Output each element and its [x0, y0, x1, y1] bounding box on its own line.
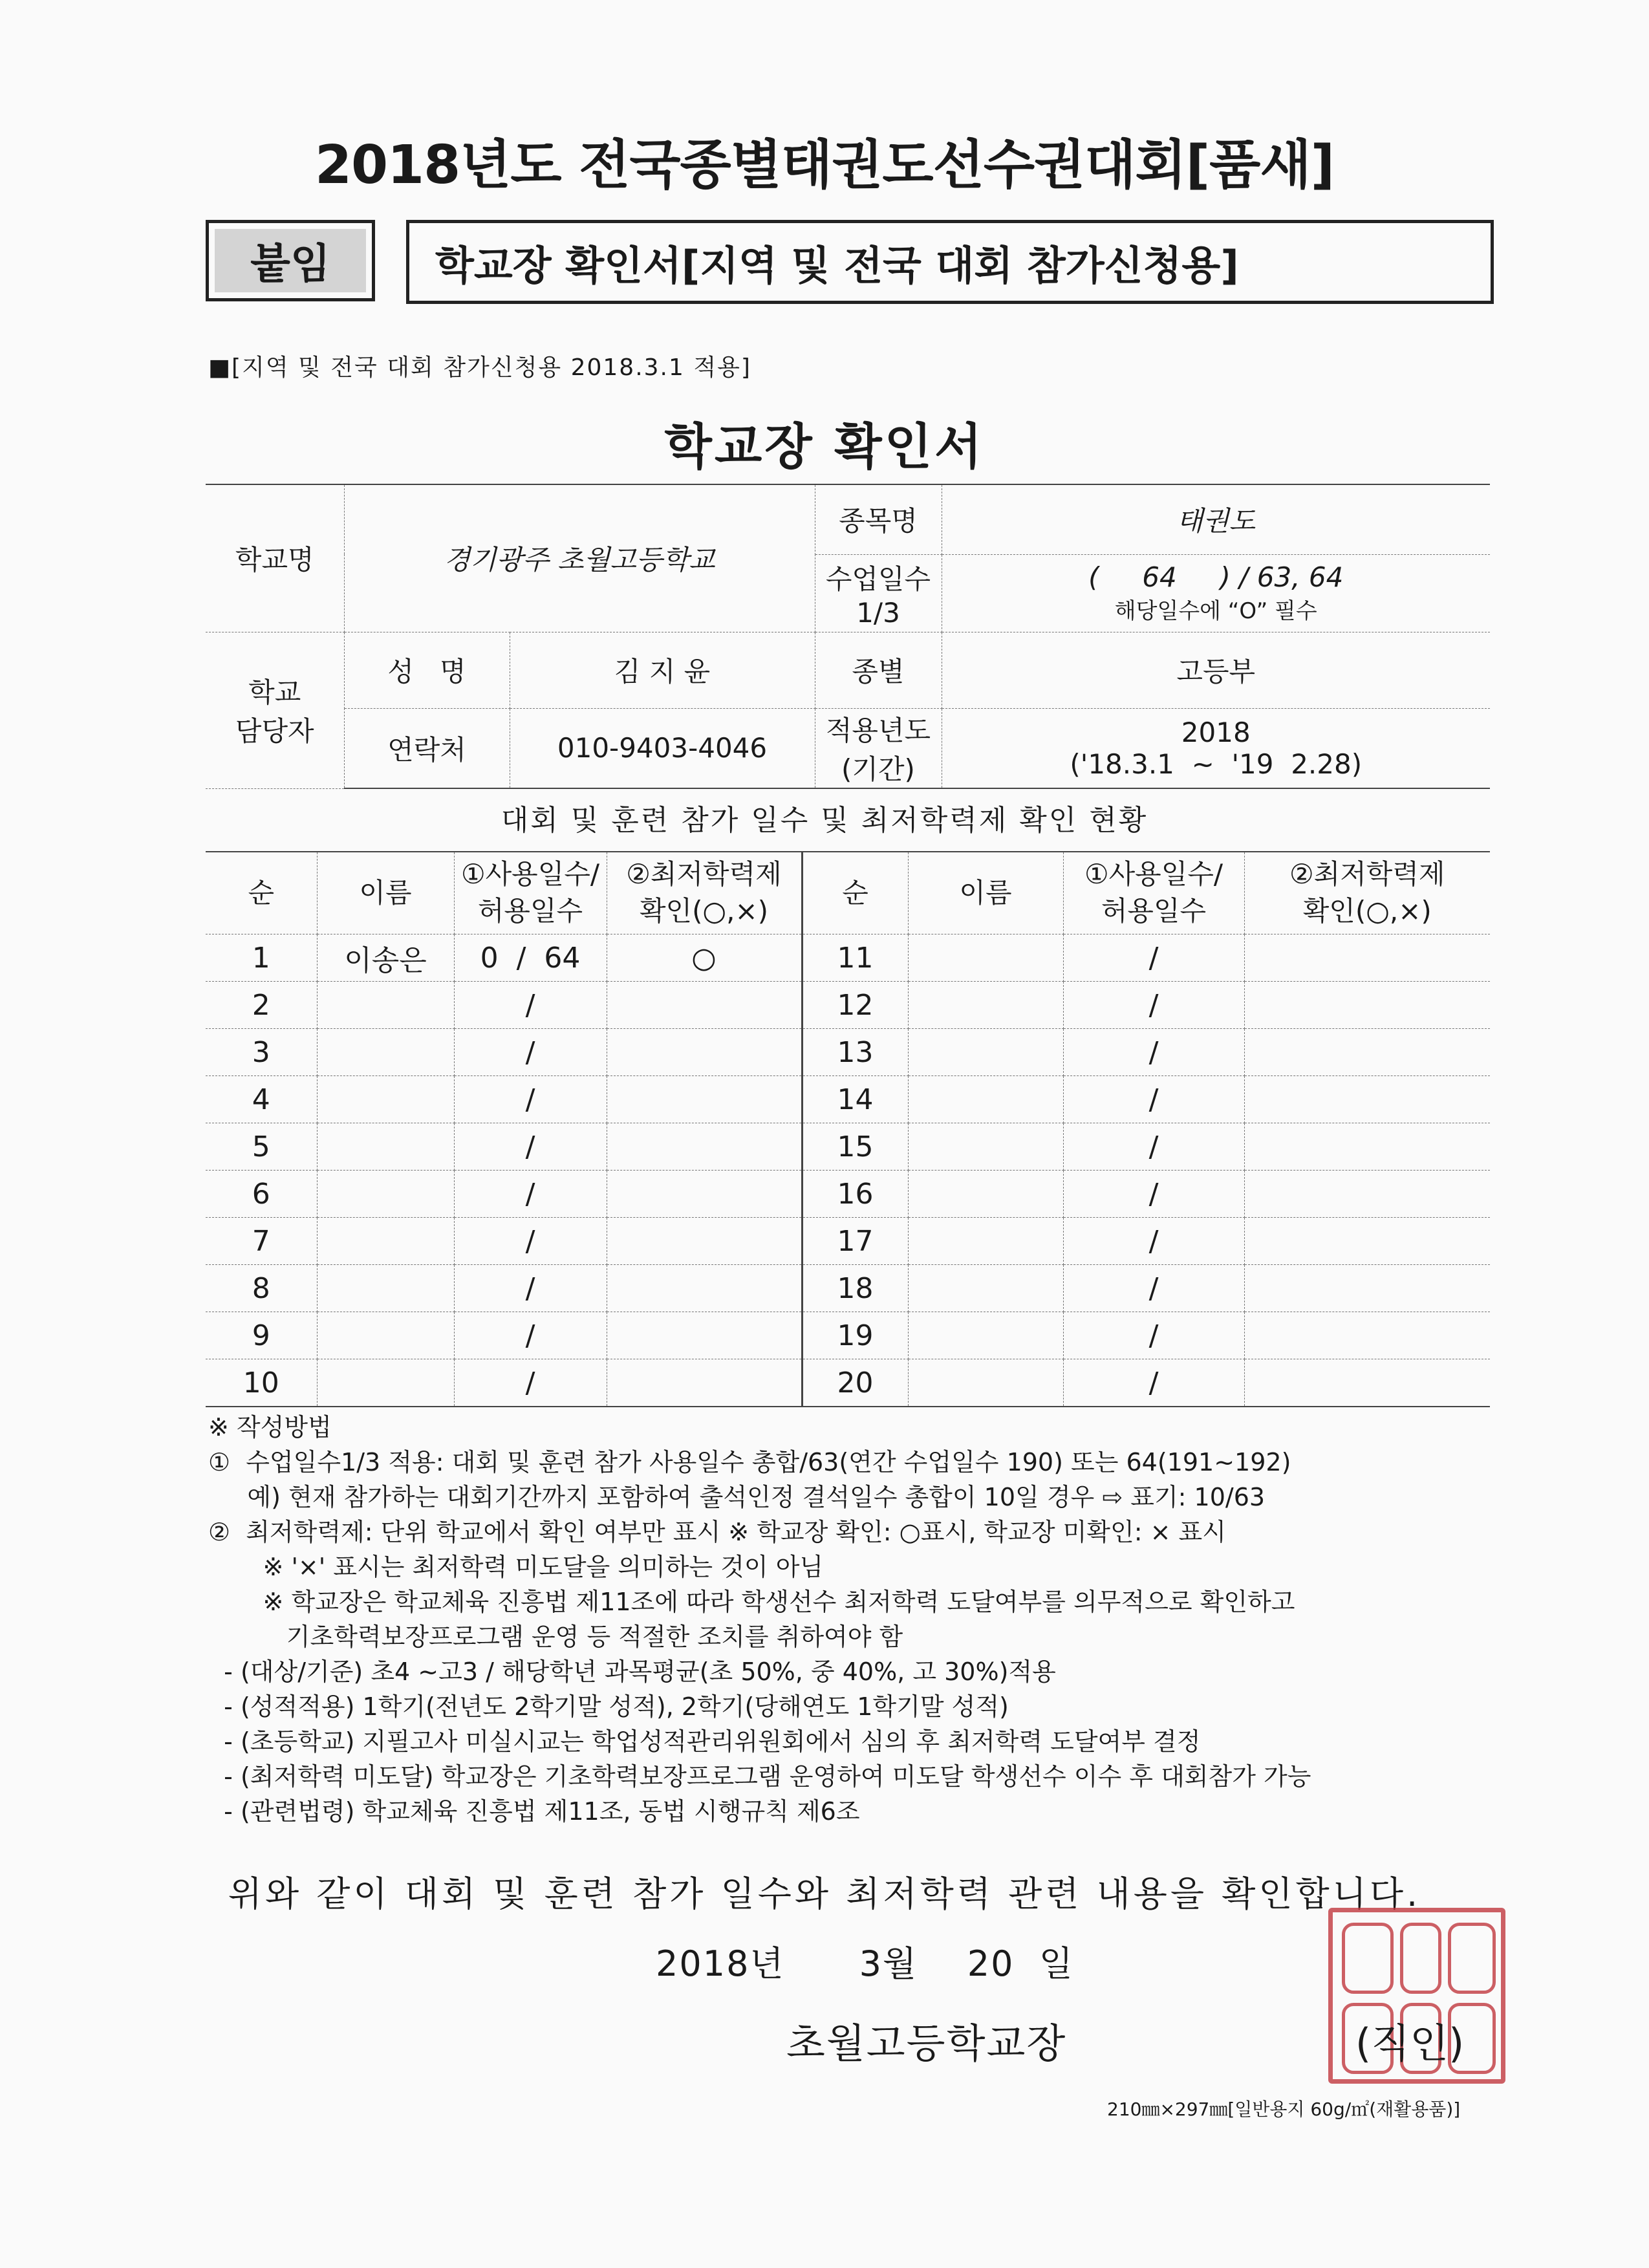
row-days-right: /	[1063, 1218, 1244, 1265]
row-name-right	[908, 1029, 1063, 1076]
row-days-right: /	[1063, 1359, 1244, 1407]
row-days: /	[454, 1359, 607, 1407]
instruction-line: - (관련법령) 학교체육 진흥법 제11조, 동법 시행규칙 제6조	[208, 1797, 860, 1826]
attachment-badge-label: 붙임	[215, 229, 366, 292]
class-days-label-line1: 수업일수	[825, 563, 931, 595]
row-name	[317, 1123, 454, 1171]
row-check	[607, 1218, 802, 1265]
instruction-line: - (최저학력 미도달) 학교장은 기초학력보장프로그램 운영하여 미도달 학생선수 이수 후 대회참가 가능	[208, 1762, 1311, 1791]
row-days-right: /	[1063, 1265, 1244, 1312]
table-row	[206, 1171, 1490, 1218]
header-days-right-line2: 허용일수	[1101, 895, 1207, 927]
row-name: 이송은	[317, 934, 454, 982]
row-name-right	[908, 1359, 1063, 1407]
row-no: 3	[206, 1029, 317, 1076]
row-check-right	[1244, 982, 1490, 1029]
row-no: 5	[206, 1123, 317, 1171]
row-name-right	[908, 1265, 1063, 1312]
document-subtitle: 학교장 확인서[지역 및 전국 대회 참가신청용]	[406, 220, 1494, 304]
manager-label-line2: 담당자	[235, 715, 314, 747]
principal-title: 초월고등학교장	[786, 2020, 1067, 2067]
row-days-right: /	[1063, 982, 1244, 1029]
row-days: /	[454, 1123, 607, 1171]
instruction-line: ※ 작성방법	[208, 1413, 332, 1442]
header-days	[454, 852, 607, 934]
row-check-right	[1244, 1265, 1490, 1312]
row-days: /	[454, 1029, 607, 1076]
row-check-right	[1244, 1218, 1490, 1265]
table-row	[206, 1265, 1490, 1312]
class-days-label-line2: 1/3	[856, 596, 900, 629]
header-no-right: 순	[802, 852, 908, 934]
row-no-right: 13	[802, 1029, 908, 1076]
header-check	[607, 852, 802, 934]
row-name	[317, 1265, 454, 1312]
header-days-right-line1: ①사용일수/	[1084, 858, 1223, 891]
class-days-value: ( 64 ) / 63, 64	[1088, 561, 1344, 593]
row-days-right: /	[1063, 1312, 1244, 1359]
row-days: /	[454, 1218, 607, 1265]
header-check-right-line1: ②최저학력제	[1289, 858, 1445, 891]
row-check	[607, 1312, 802, 1359]
table-row	[206, 934, 1490, 982]
year-label	[815, 708, 942, 788]
row-name-right	[908, 1312, 1063, 1359]
row-days: 0 / 64	[454, 934, 607, 982]
row-name-right	[908, 1076, 1063, 1123]
row-no: 1	[206, 934, 317, 982]
row-no: 9	[206, 1312, 317, 1359]
table-row	[206, 1359, 1490, 1407]
header-name: 이름	[317, 852, 454, 934]
row-days-right: /	[1063, 1076, 1244, 1123]
header-check-line2: 확인(○,×)	[639, 895, 769, 927]
header-days-right	[1063, 852, 1244, 934]
header-days-line2: 허용일수	[477, 895, 583, 927]
row-check	[607, 1265, 802, 1312]
row-check	[607, 1076, 802, 1123]
row-name-right	[908, 934, 1063, 982]
row-no-right: 17	[802, 1218, 908, 1265]
signing-date: 2018년 3월 20 일	[656, 1943, 1074, 1984]
table-row	[206, 1218, 1490, 1265]
row-check-right	[1244, 1029, 1490, 1076]
row-days: /	[454, 1265, 607, 1312]
manager-name-label: 성 명	[344, 632, 510, 708]
row-name	[317, 1029, 454, 1076]
contact-value: 010-9403-4046	[510, 708, 815, 788]
sport-value: 태권도	[942, 484, 1490, 554]
table-row	[206, 982, 1490, 1029]
row-days: /	[454, 1076, 607, 1123]
row-name	[317, 1312, 454, 1359]
participation-table	[206, 851, 1490, 1407]
header-check-right-line2: 확인(○,×)	[1302, 895, 1432, 927]
row-name-right	[908, 982, 1063, 1029]
year-label-line1: 적용년도	[825, 714, 931, 746]
instruction-line: - (대상/기준) 초4 ~고3 / 해당학년 과목평균(초 50%, 중 40%, 고 30%)적용	[208, 1658, 1056, 1686]
row-check	[607, 1171, 802, 1218]
row-days: /	[454, 1312, 607, 1359]
seal-label: (직인)	[1355, 2020, 1465, 2067]
row-name	[317, 1171, 454, 1218]
row-check: ○	[607, 934, 802, 982]
table-row	[206, 1029, 1490, 1076]
paper-spec-note: 210㎜×297㎜[일반용지 60g/㎡(재활용품)]	[1107, 2099, 1461, 2120]
row-check	[607, 1029, 802, 1076]
row-no: 4	[206, 1076, 317, 1123]
header-no: 순	[206, 852, 317, 934]
instruction-line: ② 최저학력제: 단위 학교에서 확인 여부만 표시 ※ 학교장 확인: ○표시, 학교장 미확인: × 표시	[208, 1518, 1226, 1546]
instruction-line: - (성적적용) 1학기(전년도 2학기말 성적), 2학기(당해연도 1학기말 성적)	[208, 1692, 1009, 1721]
row-no-right: 15	[802, 1123, 908, 1171]
row-days: /	[454, 982, 607, 1029]
header-name-right: 이름	[908, 852, 1063, 934]
manager-name-value: 김 지 윤	[510, 632, 815, 708]
instruction-line: - (초등학교) 지필고사 미실시교는 학업성적관리위원회에서 심의 후 최저학력 도달여부 결정	[208, 1727, 1201, 1756]
instructions-block	[208, 1410, 1502, 1829]
instruction-line: ※ 학교장은 학교체육 진흥법 제11조에 따라 학생선수 최저학력 도달여부를 의무적으로 확인하고	[208, 1588, 1295, 1616]
applicability-note: ■[지역 및 전국 대회 참가신청용 2018.3.1 적용]	[208, 354, 751, 381]
table-row	[206, 1312, 1490, 1359]
participation-header-row	[206, 852, 1490, 934]
participation-section-title: 대회 및 훈련 참가 일수 및 최저학력제 확인 현황	[501, 804, 1148, 837]
row-days: /	[454, 1171, 607, 1218]
attachment-badge	[206, 220, 375, 301]
table-row	[206, 1076, 1490, 1123]
row-name	[317, 1076, 454, 1123]
contact-label: 연락처	[344, 708, 510, 788]
instruction-line: 예) 현재 참가하는 대회기간까지 포함하여 출석인정 결석일수 총합이 10일 경우 ⇨ 표기: 10/63	[208, 1483, 1266, 1511]
instruction-line: ① 수업일수1/3 적용: 대회 및 훈련 참가 사용일수 총합/63(연간 수업일수 190) 또는 64(191~192)	[208, 1448, 1291, 1476]
row-check-right	[1244, 1123, 1490, 1171]
row-check	[607, 1359, 802, 1407]
row-no-right: 12	[802, 982, 908, 1029]
division-value: 고등부	[942, 632, 1490, 708]
row-name-right	[908, 1123, 1063, 1171]
instruction-line: ※ '×' 표시는 최저학력 미도달을 의미하는 것이 아님	[208, 1553, 824, 1581]
header-check-right	[1244, 852, 1490, 934]
row-name	[317, 1218, 454, 1265]
row-days-right: /	[1063, 1123, 1244, 1171]
row-name-right	[908, 1218, 1063, 1265]
period-value: ('18.3.1 ~ '19 2.28)	[1070, 748, 1363, 780]
division-label: 종별	[815, 632, 942, 708]
row-name	[317, 982, 454, 1029]
row-no-right: 20	[802, 1359, 908, 1407]
class-days-cell	[942, 554, 1490, 632]
row-no-right: 16	[802, 1171, 908, 1218]
school-info-table	[206, 484, 1490, 789]
row-no: 7	[206, 1218, 317, 1265]
row-no: 8	[206, 1265, 317, 1312]
confirmation-statement: 위와 같이 대회 및 훈련 참가 일수와 최저학력 관련 내용을 확인합니다.	[228, 1874, 1421, 1914]
row-check-right	[1244, 1171, 1490, 1218]
header-days-line1: ①사용일수/	[460, 858, 600, 891]
year-label-line2: (기간)	[841, 753, 915, 785]
row-check	[607, 982, 802, 1029]
year-value: 2018	[1181, 716, 1251, 748]
header-check-line1: ②최저학력제	[626, 858, 782, 891]
school-name-label: 학교명	[206, 484, 344, 632]
row-days-right: /	[1063, 1171, 1244, 1218]
row-name	[317, 1359, 454, 1407]
document-title: 2018년도 전국종별태권도선수권대회[품새]	[314, 135, 1335, 196]
certificate-title: 학교장 확인서	[664, 418, 985, 475]
class-days-label	[815, 554, 942, 632]
class-days-note: 해당일수에 “O” 필수	[1114, 598, 1317, 624]
row-no: 10	[206, 1359, 317, 1407]
row-check-right	[1244, 1076, 1490, 1123]
row-no-right: 18	[802, 1265, 908, 1312]
row-no-right: 19	[802, 1312, 908, 1359]
row-days-right: /	[1063, 1029, 1244, 1076]
sport-label: 종목명	[815, 484, 942, 554]
row-days-right: /	[1063, 934, 1244, 982]
row-check-right	[1244, 1359, 1490, 1407]
school-name-value: 경기광주 초월고등학교	[344, 484, 815, 632]
row-check-right	[1244, 1312, 1490, 1359]
instruction-line: 기초학력보장프로그램 운영 등 적절한 조치를 취하여야 함	[208, 1623, 903, 1651]
manager-label	[206, 632, 344, 788]
row-no-right: 14	[802, 1076, 908, 1123]
year-cell	[942, 708, 1490, 788]
row-no: 2	[206, 982, 317, 1029]
manager-label-line1: 학교	[248, 676, 301, 708]
table-row	[206, 1123, 1490, 1171]
row-no: 6	[206, 1171, 317, 1218]
row-name-right	[908, 1171, 1063, 1218]
row-no-right: 11	[802, 934, 908, 982]
row-check-right	[1244, 934, 1490, 982]
row-check	[607, 1123, 802, 1171]
